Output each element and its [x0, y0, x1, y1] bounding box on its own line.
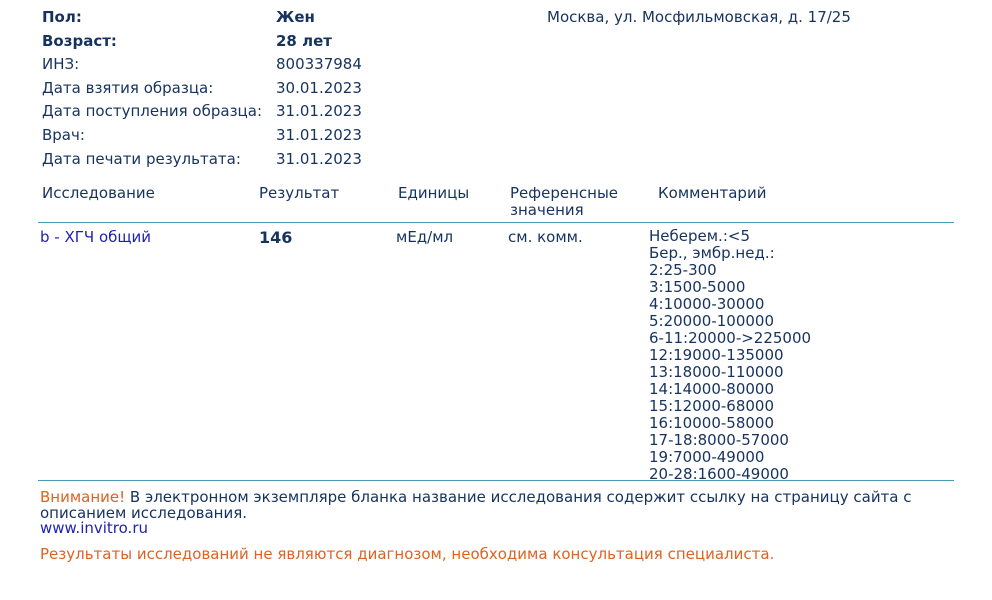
attention-label: Внимание! — [40, 488, 126, 506]
test-name-link[interactable]: b - ХГЧ общий — [40, 228, 151, 246]
footer-rule — [38, 480, 954, 481]
invitro-site-link[interactable]: www.invitro.ru — [40, 519, 148, 537]
header-reference-line2: значения — [510, 201, 584, 219]
comment-line: 17-18:8000-57000 — [649, 431, 789, 449]
age-label: Возраст: — [42, 32, 117, 50]
comment-line: 3:1500-5000 — [649, 278, 746, 296]
attention-text: В электронном экземпляре бланка название исследования содержит ссылку на страницу сайта с описанием исследования. — [40, 488, 912, 522]
comment-line: 20-28:1600-49000 — [649, 465, 789, 483]
header-comment: Комментарий — [658, 184, 767, 202]
receipt-date-value: 31.01.2023 — [276, 102, 362, 120]
comment-line: 5:20000-100000 — [649, 312, 774, 330]
age-value: 28 лет — [276, 32, 332, 50]
comment-line: 12:19000-135000 — [649, 346, 784, 364]
inz-value: 800337984 — [276, 55, 362, 73]
comment-line: 13:18000-110000 — [649, 363, 784, 381]
comment-line: 16:10000-58000 — [649, 414, 774, 432]
doctor-label: Врач: — [42, 126, 85, 144]
units-value: мЕд/мл — [396, 228, 454, 246]
print-date-value: 31.01.2023 — [276, 150, 362, 168]
comment-list — [649, 228, 811, 483]
header-units: Единицы — [398, 184, 470, 202]
header-result: Результат — [259, 184, 340, 202]
header-reference — [510, 185, 618, 219]
sample-date-value: 30.01.2023 — [276, 79, 362, 97]
header-rule — [38, 222, 954, 223]
sex-value: Жен — [276, 8, 315, 26]
inz-label: ИНЗ: — [42, 55, 80, 73]
attention-note — [40, 489, 955, 521]
reference-value: см. комм. — [508, 228, 583, 246]
header-reference-line1: Референсные — [510, 184, 619, 202]
comment-line: 15:12000-68000 — [649, 397, 774, 415]
comment-line: Бер., эмбр.нед.: — [649, 244, 775, 262]
comment-line: Неберем.:<5 — [649, 227, 750, 245]
lab-address: Москва, ул. Мосфильмовская, д. 17/25 — [547, 8, 851, 26]
disclaimer-text: Результаты исследований не являются диагнозом, необходима консультация специалиста. — [40, 545, 775, 563]
comment-line: 6-11:20000->225000 — [649, 329, 812, 347]
doctor-value: 31.01.2023 — [276, 126, 362, 144]
result-value: 146 — [259, 228, 293, 247]
sample-date-label: Дата взятия образца: — [42, 79, 214, 97]
sex-label: Пол: — [42, 8, 82, 26]
comment-line: 4:10000-30000 — [649, 295, 765, 313]
comment-line: 19:7000-49000 — [649, 448, 765, 466]
receipt-date-label: Дата поступления образца: — [42, 102, 262, 120]
print-date-label: Дата печати результата: — [42, 150, 241, 168]
comment-line: 2:25-300 — [649, 261, 717, 279]
header-test: Исследование — [42, 184, 155, 202]
comment-line: 14:14000-80000 — [649, 380, 774, 398]
